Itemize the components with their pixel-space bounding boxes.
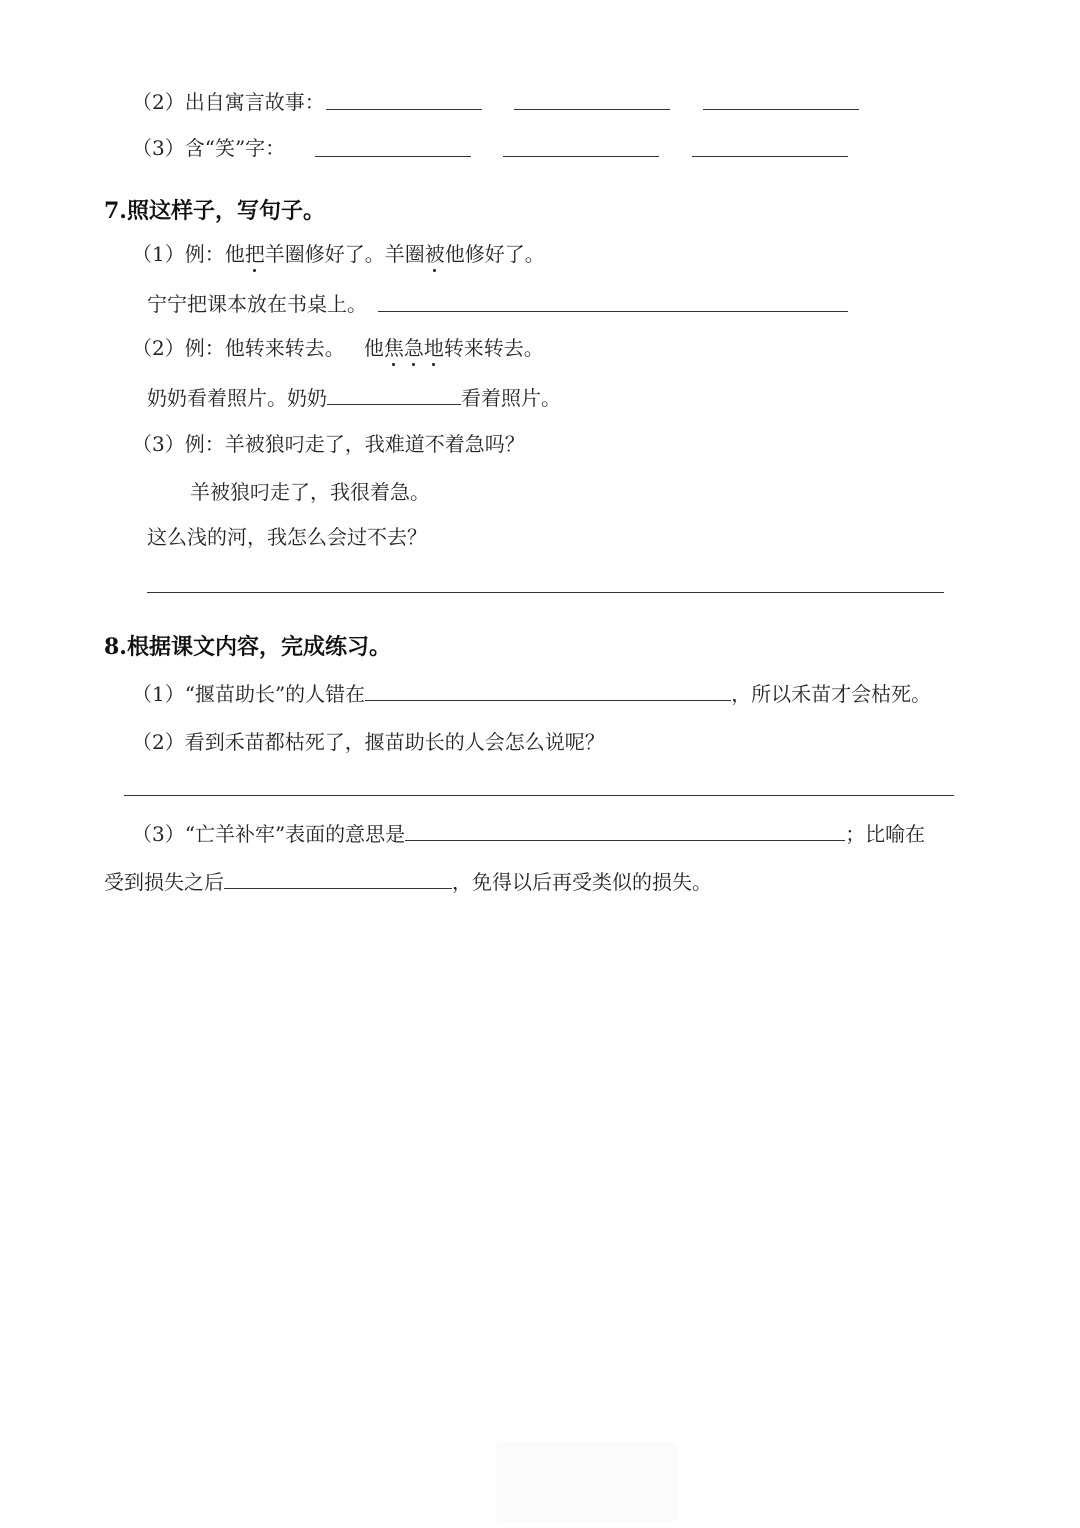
q7-item1-ex-dotted-ba: 把 (244, 242, 265, 266)
q6-item3-blank-2[interactable] (503, 156, 659, 157)
q7-item1-example (132, 240, 545, 268)
q8-item2-answer-line[interactable] (124, 795, 954, 796)
q7-item1-ex-mid: 羊圈修好了。羊圈 (264, 242, 425, 266)
q8-item3 (132, 820, 925, 848)
q7-item3-ex-line1: （3）例：羊被狼叼走了，我难道不着急吗？ (132, 432, 525, 456)
q6-item2-blank-2[interactable] (514, 109, 670, 110)
q8-item2-text: （2）看到禾苗都枯死了，揠苗助长的人会怎么说呢？ (132, 730, 605, 754)
q7-item3-prompt (147, 523, 427, 551)
q7-item1-ex-suffix: 他修好了。 (444, 242, 545, 266)
q7-item1-prompt-text: 宁宁把课本放在书桌上。 (147, 292, 367, 316)
q8-item3-answer-blank-2[interactable] (224, 870, 452, 889)
q8-item1-after: ，所以禾苗才会枯死。 (731, 682, 932, 706)
q7-item3-example-line1 (132, 430, 525, 458)
q7-item2-ex-suffix: 转来转去。 (443, 336, 544, 360)
q8-item3-before: （3）“亡羊补牢”表面的意思是 (132, 822, 406, 846)
footer-smudge (496, 1442, 678, 1522)
q7-item3-answer-line[interactable] (147, 592, 944, 593)
q6-item2 (132, 88, 325, 116)
q8-heading: 8.根据课文内容，完成练习。 (104, 634, 391, 660)
q7-item2-ex-prefix: （2）例：他转来转去。 (132, 336, 345, 360)
q8-item1-answer-blank[interactable] (365, 682, 731, 701)
q8-item3-answer-blank-1[interactable] (405, 822, 845, 841)
q7-item2-prompt (147, 384, 561, 412)
q8-item1-before: （1）“揠苗助长”的人错在 (132, 682, 366, 706)
q7-heading: 7.照这样子，写句子。 (104, 198, 325, 224)
q7-item2-prompt-before: 奶奶看着照片。奶奶 (147, 386, 327, 410)
q7-item3-ex-line2: 羊被狼叼走了，我很着急。 (190, 480, 430, 504)
q8-item2 (132, 728, 605, 756)
q6-item3-blank-1[interactable] (315, 156, 471, 157)
q6-item3 (132, 134, 285, 162)
q7-item2-prompt-after: 看着照片。 (461, 386, 561, 410)
q7-item2-example (132, 334, 544, 362)
q8-item3-line2 (104, 868, 712, 896)
q7-item1-ex-dotted-bei: 被 (424, 242, 445, 266)
q6-item3-blank-3[interactable] (692, 156, 848, 157)
q8-item1 (132, 680, 931, 708)
q8-item3-after: ；比喻在 (845, 822, 926, 846)
q7-item2-answer-blank[interactable] (327, 386, 461, 405)
q7-item1-answer-blank[interactable] (378, 311, 848, 312)
q7-item1-prompt (147, 290, 367, 318)
q6-item2-blank-3[interactable] (703, 109, 859, 110)
q6-item2-blank-1[interactable] (326, 109, 482, 110)
q7-item1-ex-prefix: （1）例：他 (132, 242, 245, 266)
q7-item2-ex-mid: 他 (363, 336, 384, 360)
q8-item3-line2-after: ，免得以后再受类似的损失。 (452, 870, 712, 894)
q6-item2-label: （2）出自寓言故事： (132, 90, 325, 114)
q7-item2-ex-dotted-2: 急 (403, 336, 424, 360)
q7-item3-prompt-text: 这么浅的河，我怎么会过不去？ (147, 525, 427, 549)
q7-item2-ex-dotted-1: 焦 (383, 336, 404, 360)
q6-item3-label: （3）含“笑”字： (132, 136, 286, 160)
q7-item3-example-line2 (190, 478, 430, 506)
q8-item3-line2-before: 受到损失之后 (104, 870, 224, 894)
q7-item2-ex-dotted-3: 地 (423, 336, 444, 360)
